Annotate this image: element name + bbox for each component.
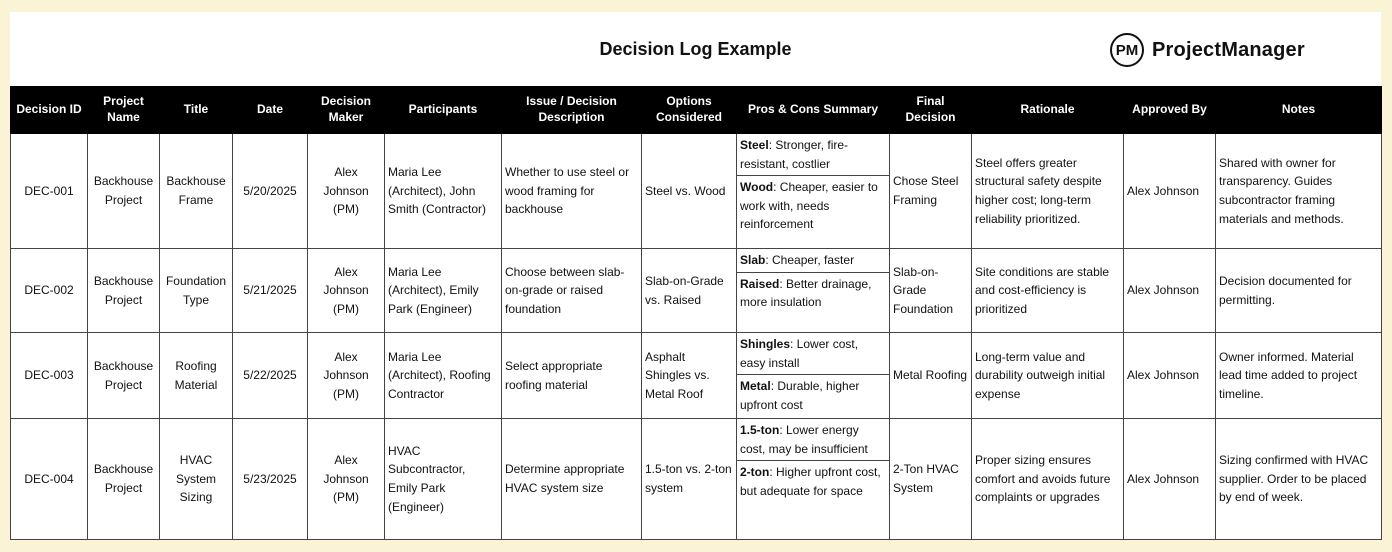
project-name-cell[interactable]: Backhouse Project — [88, 249, 160, 333]
column-header: Approved By — [1124, 87, 1216, 134]
brand-name: ProjectManager — [1152, 38, 1305, 61]
pros-cons-cell[interactable] — [737, 134, 890, 249]
final-decision-cell[interactable]: Chose Steel Framing — [890, 134, 972, 249]
pros-cons-item: Wood: Cheaper, easier to work with, needs reinforcement — [737, 175, 889, 236]
issue-cell[interactable]: Choose between slab-on-grade or raised foundation — [502, 249, 642, 333]
participants-cell[interactable]: Maria Lee (Architect), Roofing Contractor — [385, 333, 502, 419]
issue-cell[interactable]: Determine appropriate HVAC system size — [502, 419, 642, 540]
table-row — [11, 419, 1382, 540]
notes-cell[interactable]: Sizing confirmed with HVAC supplier. Order to be placed by end of week. — [1216, 419, 1382, 540]
column-header: Pros & Cons Summary — [737, 87, 890, 134]
column-header: Rationale — [972, 87, 1124, 134]
pros-cons-cell[interactable] — [737, 419, 890, 540]
pros-cons-cell[interactable] — [737, 333, 890, 419]
column-header: Options Considered — [642, 87, 737, 134]
pros-cons-item: 2-ton: Higher upfront cost, but adequate for space — [737, 460, 889, 502]
pros-cons-item: 1.5-ton: Lower energy cost, may be insufficient — [740, 423, 868, 456]
header — [10, 12, 1381, 86]
approved-by-cell[interactable]: Alex Johnson — [1124, 249, 1216, 333]
issue-cell[interactable]: Whether to use steel or wood framing for backhouse — [502, 134, 642, 249]
column-header: Final Decision — [890, 87, 972, 134]
project-name-cell[interactable]: Backhouse Project — [88, 333, 160, 419]
column-header: Participants — [385, 87, 502, 134]
table-header-row — [11, 87, 1382, 134]
options-cell[interactable]: Asphalt Shingles vs. Metal Roof — [642, 333, 737, 419]
final-decision-cell[interactable]: Slab-on-Grade Foundation — [890, 249, 972, 333]
approved-by-cell[interactable]: Alex Johnson — [1124, 134, 1216, 249]
issue-cell[interactable]: Select appropriate roofing material — [502, 333, 642, 419]
final-decision-cell[interactable]: Metal Roofing — [890, 333, 972, 419]
date-cell[interactable]: 5/20/2025 — [233, 134, 308, 249]
table-row — [11, 333, 1382, 419]
decision-maker-cell[interactable]: Alex Johnson (PM) — [308, 333, 385, 419]
pros-cons-item: Shingles: Lower cost, easy install — [740, 337, 859, 370]
title-cell[interactable]: Foundation Type — [160, 249, 233, 333]
page-title: Decision Log Example — [599, 39, 792, 59]
decision-id-cell[interactable]: DEC-004 — [11, 419, 88, 540]
decision-log-table — [10, 86, 1382, 540]
decision-id-cell[interactable]: DEC-001 — [11, 134, 88, 249]
final-decision-cell[interactable]: 2-Ton HVAC System — [890, 419, 972, 540]
decision-maker-cell[interactable]: Alex Johnson (PM) — [308, 419, 385, 540]
brand — [1110, 30, 1305, 70]
participants-cell[interactable]: HVAC Subcontractor, Emily Park (Engineer) — [385, 419, 502, 540]
notes-cell[interactable]: Owner informed. Material lead time added to project timeline. — [1216, 333, 1382, 419]
pros-cons-cell[interactable] — [737, 249, 890, 333]
decision-maker-cell[interactable]: Alex Johnson (PM) — [308, 249, 385, 333]
date-cell[interactable]: 5/22/2025 — [233, 333, 308, 419]
rationale-cell[interactable]: Site conditions are stable and cost-efficiency is prioritized — [972, 249, 1124, 333]
rationale-cell[interactable]: Proper sizing ensures comfort and avoids future complaints or upgrades — [972, 419, 1124, 540]
table-row — [11, 134, 1382, 249]
column-header: Date — [233, 87, 308, 134]
participants-cell[interactable]: Maria Lee (Architect), John Smith (Contractor) — [385, 134, 502, 249]
options-cell[interactable]: Slab-on-Grade vs. Raised — [642, 249, 737, 333]
date-cell[interactable]: 5/23/2025 — [233, 419, 308, 540]
pros-cons-item: Slab: Cheaper, faster — [740, 253, 855, 267]
approved-by-cell[interactable]: Alex Johnson — [1124, 419, 1216, 540]
notes-cell[interactable]: Decision documented for permitting. — [1216, 249, 1382, 333]
decision-log-sheet — [10, 12, 1381, 540]
column-header: Decision ID — [11, 87, 88, 134]
notes-cell[interactable]: Shared with owner for transparency. Guides subcontractor framing materials and methods. — [1216, 134, 1382, 249]
rationale-cell[interactable]: Steel offers greater structural safety despite higher cost; long-term reliability prioritized. — [972, 134, 1124, 249]
pros-cons-item: Steel: Stronger, fire-resistant, costlier — [740, 138, 849, 171]
column-header: Notes — [1216, 87, 1382, 134]
date-cell[interactable]: 5/21/2025 — [233, 249, 308, 333]
approved-by-cell[interactable]: Alex Johnson — [1124, 333, 1216, 419]
decision-maker-cell[interactable]: Alex Johnson (PM) — [308, 134, 385, 249]
participants-cell[interactable]: Maria Lee (Architect), Emily Park (Engineer) — [385, 249, 502, 333]
column-header: Title — [160, 87, 233, 134]
decision-id-cell[interactable]: DEC-003 — [11, 333, 88, 419]
pros-cons-item: Raised: Better drainage, more insulation — [737, 272, 889, 314]
column-header: Decision Maker — [308, 87, 385, 134]
title-cell[interactable]: Roofing Material — [160, 333, 233, 419]
table-row — [11, 249, 1382, 333]
title-cell[interactable]: HVAC System Sizing — [160, 419, 233, 540]
project-name-cell[interactable]: Backhouse Project — [88, 134, 160, 249]
options-cell[interactable]: 1.5-ton vs. 2-ton system — [642, 419, 737, 540]
options-cell[interactable]: Steel vs. Wood — [642, 134, 737, 249]
decision-id-cell[interactable]: DEC-002 — [11, 249, 88, 333]
column-header: Issue / Decision Description — [502, 87, 642, 134]
project-name-cell[interactable]: Backhouse Project — [88, 419, 160, 540]
pm-logo-icon: PM — [1110, 33, 1144, 67]
pros-cons-item: Metal: Durable, higher upfront cost — [737, 374, 889, 416]
column-header: Project Name — [88, 87, 160, 134]
title-cell[interactable]: Backhouse Frame — [160, 134, 233, 249]
rationale-cell[interactable]: Long-term value and durability outweigh initial expense — [972, 333, 1124, 419]
